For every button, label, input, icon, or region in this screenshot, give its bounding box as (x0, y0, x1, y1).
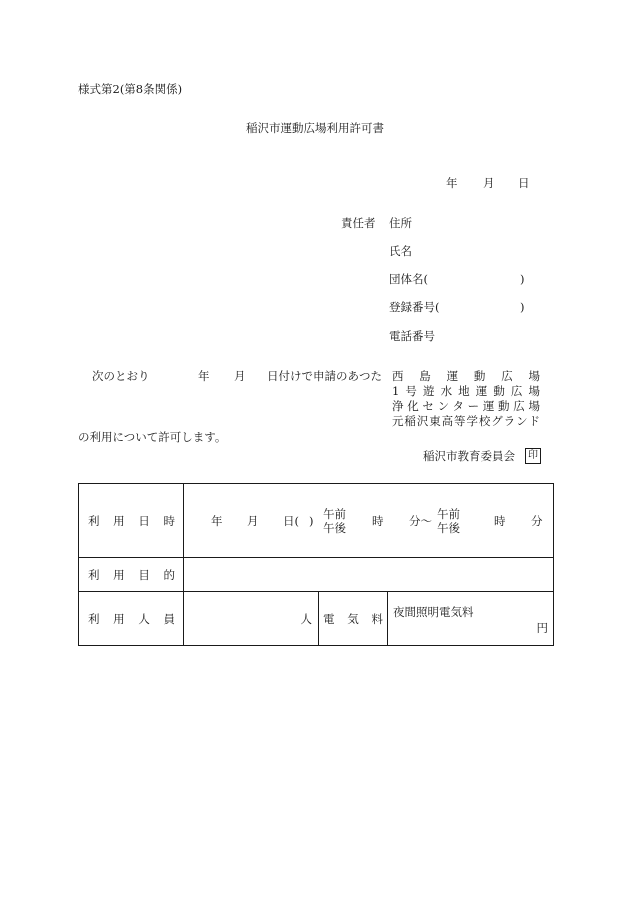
usage-datetime-label-cell (79, 484, 184, 558)
usage-month-label: 月 (247, 514, 259, 528)
end-minute-label: 分 (531, 514, 543, 528)
usage-purpose-label-cell (79, 558, 184, 592)
permit-table (78, 483, 554, 646)
issuer-name: 稲沢市教育委員会 (423, 449, 515, 463)
usage-day-label: 日( (283, 514, 299, 528)
venue-option-yusuichi: 1号遊水地運動広場 (392, 384, 540, 398)
seal-stamp-box: 印 (525, 448, 541, 464)
registration-label: 登録番号( (389, 300, 440, 314)
start-minute-label: 分〜 (409, 514, 432, 528)
usage-purpose-value-cell[interactable] (184, 558, 554, 592)
electricity-fee-value-cell[interactable] (388, 592, 554, 646)
usage-people-label-cell (79, 592, 184, 646)
yen-unit-label: 円 (536, 621, 549, 635)
intro-tail-text: 日付けで申請のあつた (267, 369, 382, 383)
closing-text: の利用について許可します。 (78, 430, 227, 444)
usage-people-value-cell[interactable] (184, 592, 319, 646)
phone-label: 電話番号 (389, 329, 435, 343)
date-year-label: 年 (446, 176, 458, 190)
usage-year-label: 年 (211, 514, 223, 528)
end-am-label: 午前 (437, 507, 460, 521)
intro-month-label: 月 (234, 369, 246, 383)
usage-datetime-value-cell[interactable] (184, 484, 554, 558)
venue-option-jouka-center: 浄化センター運動広場 (392, 399, 540, 413)
usage-datetime-label: 利 用 日 時 (88, 513, 175, 528)
electricity-fee-label: 電 気 料 (323, 611, 383, 626)
registration-close-paren: ) (520, 300, 525, 314)
responsible-label: 責任者 (341, 216, 376, 230)
name-label: 氏名 (389, 244, 412, 258)
end-pm-label: 午後 (437, 521, 460, 535)
venue-option-inazawa-higashi: 元稲沢東高等学校グランド (392, 414, 540, 428)
address-label: 住所 (389, 216, 412, 230)
table-row-usage-datetime (79, 484, 554, 558)
electricity-fee-label-cell (319, 592, 388, 646)
date-day-label: 日 (518, 176, 530, 190)
venue-option-nishijima: 西島運動広場 (392, 369, 540, 383)
night-lighting-fee-label: 夜間照明電気料 (393, 605, 474, 619)
start-am-label: 午前 (323, 507, 346, 521)
person-unit-label: 人 (300, 612, 312, 626)
date-month-label: 月 (483, 176, 495, 190)
intro-year-label: 年 (198, 369, 210, 383)
form-number: 様式第2(第8条関係) (78, 82, 183, 96)
intro-text: 次のとおり (92, 369, 150, 383)
usage-purpose-label: 利 用 目 的 (88, 567, 175, 582)
usage-people-label: 利 用 人 員 (88, 611, 175, 626)
end-hour-label: 時 (494, 514, 506, 528)
table-row-usage-purpose (79, 558, 554, 592)
organization-label: 団体名( (389, 272, 428, 286)
table-row-usage-people (79, 592, 554, 646)
organization-close-paren: ) (520, 272, 525, 286)
usage-day-close-paren: ) (309, 514, 314, 528)
document-title: 稲沢市運動広場利用許可書 (246, 121, 384, 135)
start-pm-label: 午後 (323, 521, 346, 535)
start-hour-label: 時 (372, 514, 384, 528)
